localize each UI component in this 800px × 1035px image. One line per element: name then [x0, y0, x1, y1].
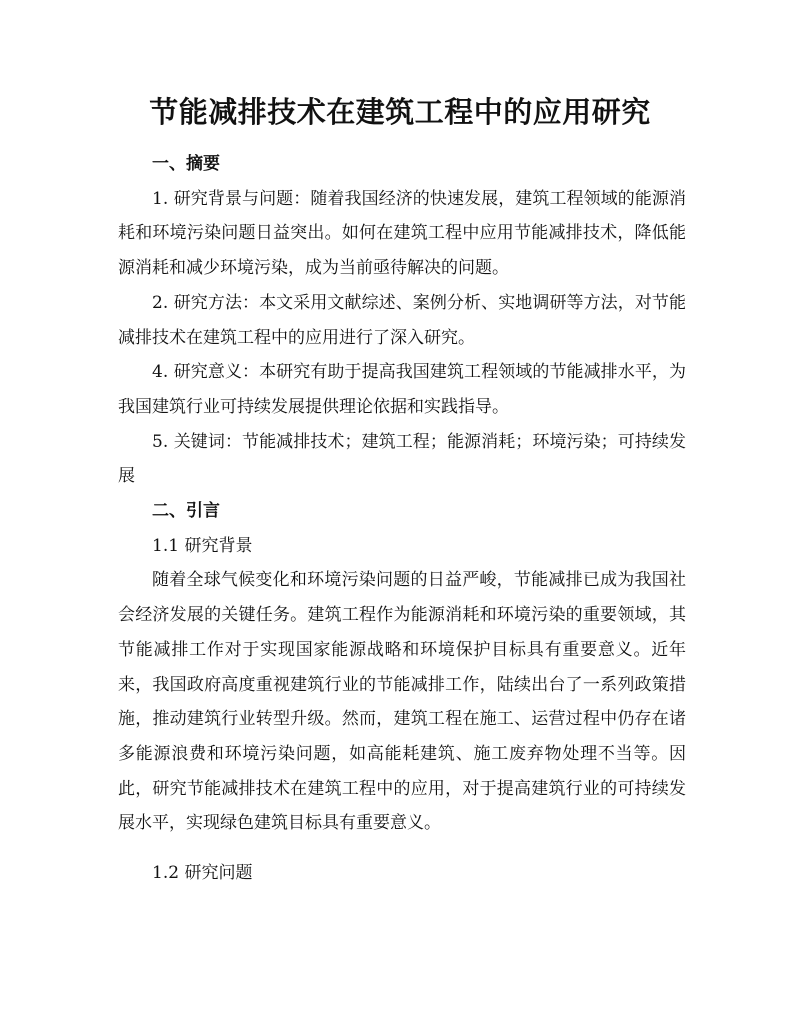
abstract-item: 1. 研究背景与问题：随着我国经济的快速发展，建筑工程领域的能源消耗和环境污染问题日益突出。如何在建筑工程中应用节能减排技术，降低能源消耗和减少环境污染，成为当前亟待解决的问题。	[118, 188, 686, 279]
document-body	[118, 147, 686, 891]
abstract-item: 4. 研究意义：本研究有助于提高我国建筑工程领域的节能减排水平，为我国建筑行业可持续发展提供理论依据和实践指导。	[118, 362, 686, 417]
body-paragraph: 随着全球气候变化和环境污染问题的日益严峻，节能减排已成为我国社会经济发展的关键任务。建筑工程作为能源消耗和环境污染的重要领域，其节能减排工作对于实现国家能源战略和环境保护目标具有重要意义。近年来，我国政府高度重视建筑行业的节能减排工作，陆续出台了一系列政策措施，推动建筑行业转型升级。然而，建筑工程在施工、运营过程中仍存在诸多能源浪费和环境污染问题，如高能耗建筑、施工废弃物处理不当等。因此，研究节能减排技术在建筑工程中的应用，对于提高建筑行业的可持续发展水平，实现绿色建筑目标具有重要意义。	[118, 570, 686, 834]
section-heading-abstract: 一、摘要	[152, 154, 220, 174]
abstract-item: 5. 关键词：节能减排技术；建筑工程；能源消耗；环境污染；可持续发展	[118, 431, 686, 487]
abstract-item: 2. 研究方法：本文采用文献综述、案例分析、实地调研等方法，对节能减排技术在建筑工程中的应用进行了深入研究。	[118, 292, 686, 348]
section-heading-intro: 二、引言	[152, 501, 220, 522]
document-title: 节能减排技术在建筑工程中的应用研究	[149, 95, 651, 129]
subsection-heading: 1.2 研究问题	[152, 863, 253, 884]
subsection-heading: 1.1 研究背景	[152, 535, 253, 556]
